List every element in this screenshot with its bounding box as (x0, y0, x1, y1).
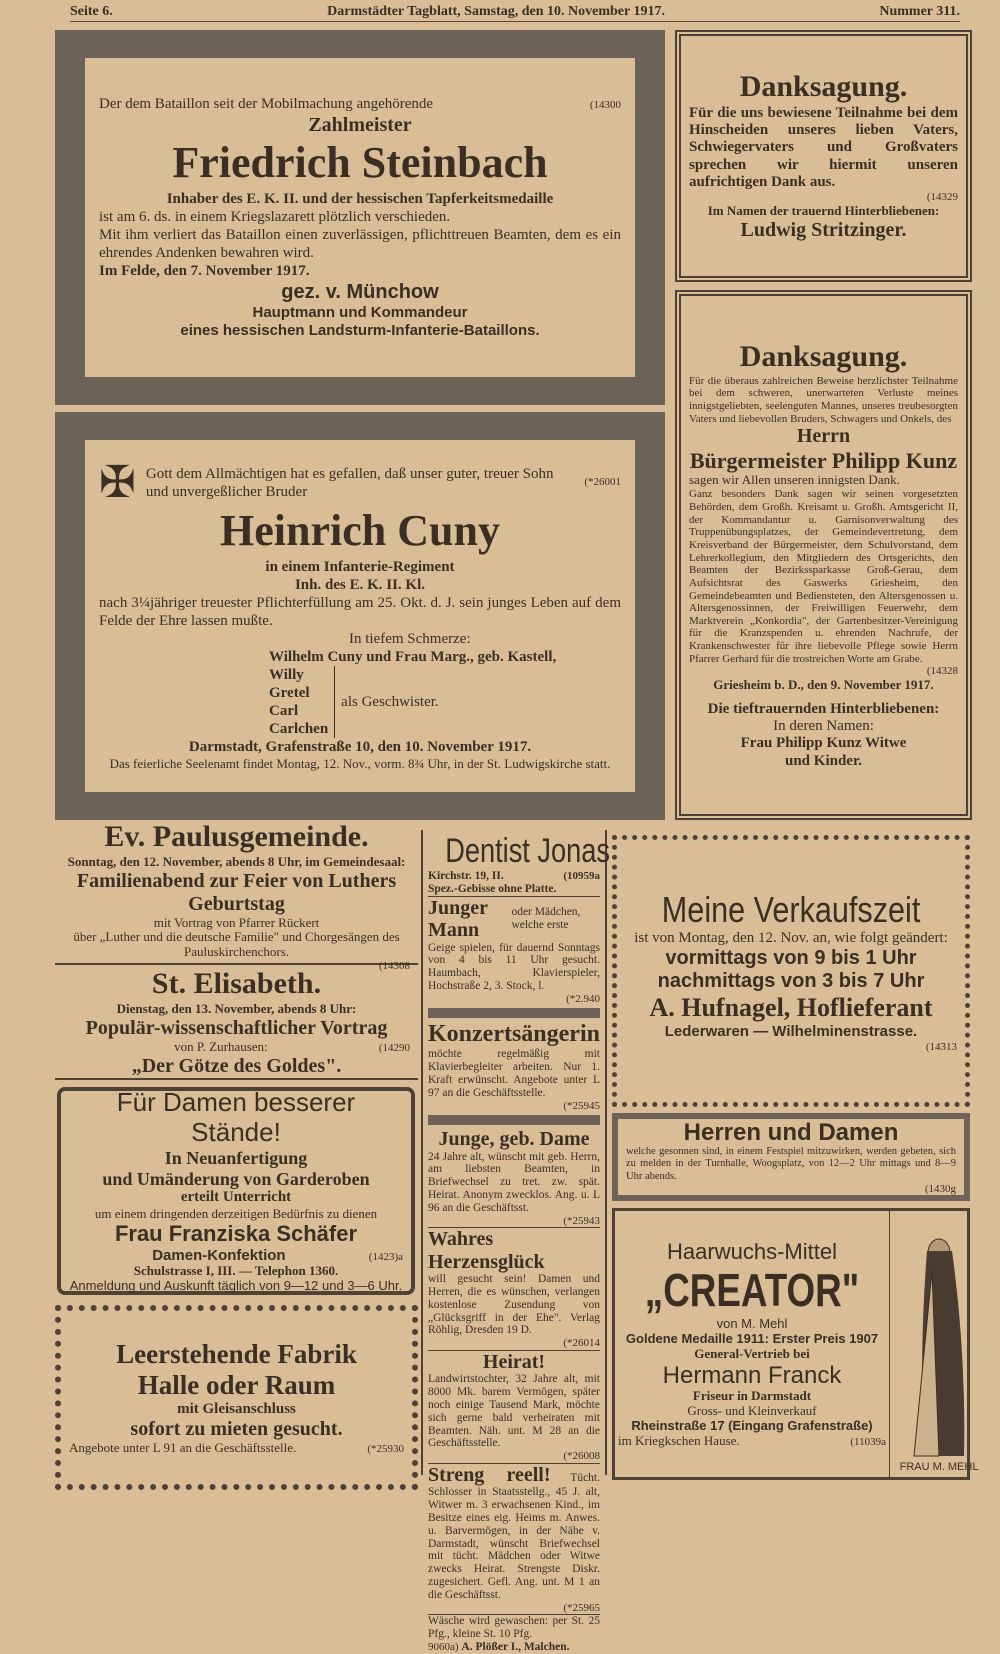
ref: (14308 (378, 960, 410, 973)
dame-title: Junge, geb. Dame (438, 1128, 590, 1151)
ad-franziska-schaefer (57, 1087, 415, 1295)
sub: Damen-Konfektion (152, 1246, 286, 1264)
text: Für die überaus zahlreichen Beweise herzlichster Teilnahme bei dem schweren, unerwarteten Verluste meines innigstgeliebten, seelenguten Mannes, unseres treubesorgten Vaters und liebevollen Bruders, Schwagers und Onkels, des (689, 374, 958, 425)
title: Herren und Damen (683, 1118, 899, 1146)
intro: Gott dem Allmächtigen hat es gefallen, daß unser guter, treuer Sohn und unvergeßlicher Bruder (145, 465, 554, 500)
award: Inh. des E. K. II. Kl. (294, 576, 426, 593)
ref: (14313 (925, 1040, 957, 1053)
text: welche gesonnen sind, in einem Festspiel mitzuwirken, werden gebeten, sich zu melden in der Turnhalle, Woogsplatz, von 12—2 Uhr mittags und 8—9 Uhr abends. (626, 1146, 956, 1182)
danksagung-stritzinger (675, 30, 972, 282)
ref: (1423)a (368, 1250, 403, 1263)
ref: (*26014 (428, 1337, 600, 1350)
line1: Haarwuchs-Mittel (667, 1238, 837, 1264)
ref: (14290 (378, 1041, 410, 1054)
dame-text: 24 Jahre alt, wünscht mit geb. Herrn, am liebsten Beamten, in Briefwechsel zu tret. zw. spät. Heirat. Anonym zwecklos. Ang. u. L 96 an die Geschäftsst. (428, 1150, 600, 1214)
ref: (14300 (589, 99, 621, 112)
divider (428, 1115, 600, 1125)
ref: (*25965 (428, 1602, 600, 1615)
line3: erteilt Unterricht (180, 1189, 292, 1206)
herzensglueck-title: Wahres Herzensglück (428, 1228, 545, 1273)
line4: um einem dringenden derzeitigen Bedürfnis zu dienen (94, 1205, 378, 1221)
sibling: Gretel (269, 684, 310, 701)
title: Danksagung. (739, 340, 908, 374)
ad-fabrik (55, 1305, 418, 1490)
sibling: Carlchen (269, 720, 329, 737)
title: Für Damen besserer Stände! (116, 1087, 356, 1148)
ref: (*25945 (563, 1099, 600, 1112)
line1: ist von Montag, den 12. Nov. an, wie folgt geändert: (634, 930, 948, 947)
line5: General-Vertrieb bei (694, 1345, 810, 1361)
event: Populär-wissenschaftlicher Vortrag (85, 1016, 388, 1039)
name: Hermann Franck (662, 1361, 842, 1389)
topic: über „Luther und die deutsche Familie" und Chorgesängen des Pauluskirchenchors. (73, 929, 400, 960)
sig-intro: Im Namen der trauernd Hinterbliebenen: (707, 202, 940, 218)
sub: Lederwaren — Wilhelminenstrasse. (664, 1023, 918, 1041)
obituary-cuny (55, 412, 665, 820)
sig3: Frau Philipp Kunz Witwe (740, 735, 907, 752)
siblings-label: als Geschwister. (341, 693, 439, 710)
event: Familienabend zur Feier von Luthers Geburtstag (76, 869, 397, 915)
ad-creator (612, 1208, 979, 1480)
address: Schulstrasse I, III. — Telephon 1360. (133, 1263, 339, 1279)
line1: Leerstehende Fabrik (116, 1338, 357, 1369)
divider (428, 1008, 600, 1018)
parents: Wilhelm Cuny und Frau Marg., geb. Kastell, (269, 648, 557, 665)
caption: FRAU M. MEHL (899, 1461, 979, 1473)
middle-column (421, 830, 610, 1653)
died: ist am 6. ds. in einem Kriegslazarett plötzlich verschieden. (99, 208, 451, 225)
ref: (14329 (926, 191, 958, 204)
junger-text: Geige spielen, für dauernd Sonntags von 4 bis 11 Uhr gesucht. Haumbach, Klavierspieler, Hochstraße 2, 3. Stock, l. (428, 941, 600, 993)
hours: Anmeldung und Auskunft täglich von 9—12 und 3—6 Uhr. (69, 1277, 403, 1293)
ref: (11039a (850, 1436, 887, 1449)
ref: 9060a) (428, 1640, 459, 1653)
date: Sonntag, den 12. November, abends 8 Uhr, im Gemeindesaal: (67, 853, 406, 869)
ad-hufnagel (612, 835, 970, 1107)
title: Ev. Paulusgemeinde. (104, 820, 369, 854)
sig-unit: eines hessischen Landsturm-Infanterie-Bataillons. (180, 321, 540, 339)
sig1: Die tieftrauernden Hinterbliebenen: (707, 700, 940, 717)
ref: (*26008 (428, 1450, 600, 1463)
ref: (*26001 (584, 476, 621, 489)
dentist-sub: Spez.-Gebisse ohne Platte. (428, 883, 600, 897)
ref: (*2.940 (566, 993, 600, 1006)
talk: mit Vortrag von Pfarrer Rückert (153, 914, 320, 930)
title: Danksagung. (739, 70, 908, 104)
page-number: Seite 6. (70, 4, 113, 19)
place: Im Felde, den 7. November 1917. (99, 262, 310, 279)
line8: Rheinstraße 17 (Eingang Grafenstraße) (631, 1418, 873, 1434)
signature: gez. v. Münchow (281, 280, 439, 303)
name: Frau Franziska Schäfer (114, 1221, 358, 1247)
sig2: In deren Namen: (773, 718, 874, 735)
line6: Friseur in Darmstadt (692, 1388, 812, 1404)
iron-cross-icon: ✠ (99, 457, 136, 507)
sibling: Carl (269, 702, 299, 719)
danksagung-kunz (675, 290, 972, 820)
line2: Halle oder Raum (137, 1369, 336, 1400)
line3: mit Gleisanschluss (177, 1400, 296, 1417)
award: Inhaber des E. K. II. und der hessischen Tapferkeitsmedaille (166, 190, 554, 207)
line4: Goldene Medaille 1911: Erster Preis 1907 (625, 1330, 879, 1346)
streng-title: Streng reell! (428, 1463, 551, 1486)
by: von P. Zurhausen: (174, 1038, 268, 1054)
name: Friedrich Steinbach (172, 138, 548, 188)
dentist-title: Dentist Jonas (445, 832, 610, 870)
rank: Zahlmeister (308, 114, 412, 137)
konzert-title: Konzertsängerin (428, 1021, 600, 1048)
title: St. Elisabeth. (151, 967, 322, 1001)
line7: Gross- und Kleinverkauf (687, 1403, 817, 1419)
streng-text: Tücht. Schlosser in Staatsstellg., 45 J. alt, Witwer m. 3 erwachsenen Kind., im Besitze eines eig. Heims m. Anwes. u. Barvermögen, in der Nähe v. Darmstadt, wünscht Briefwechsel mit tücht. Mädchen oder Witwe zwecks Heirat. Strengste Diskr. zugesichert. Gefl. Ang. unt. M 1 an die Geschäftsst. (428, 1471, 600, 1601)
ref: (1430g (924, 1182, 956, 1195)
page-header (70, 4, 960, 22)
line2: vormittags von 9 bis 1 Uhr (665, 947, 917, 970)
name: Bürgermeister Philipp Kunz (689, 448, 958, 474)
grief: In tiefem Schmerze: (349, 630, 471, 647)
masthead: Darmstädter Tagblatt, Samstag, den 10. November 1917. (327, 4, 665, 19)
dentist-address: Kirchstr. 19, II. (428, 870, 504, 883)
text: Mit ihm verliert das Bataillon einen zuverlässigen, pflichttreuen Beamten, dem es ein ehrendes Andenken bewahren wird. (99, 226, 621, 261)
heirat-text: Landwirtstochter, 32 Jahre alt, mit 8000 Mk. barem Vermögen, später noch einige Tausend Mark, möchte sich gerne bald verheiraten mit Beamten. Näh. unt. M 28 an die Geschäftsstelle. (428, 1373, 600, 1450)
line9: im Kriegkschen Hause. (618, 1433, 740, 1449)
junger-title: Junger Mann (428, 896, 488, 942)
name: Heinrich Cuny (220, 505, 500, 555)
ref: (*25930 (367, 1443, 404, 1456)
herzensglueck-text: will gesucht sein! Damen und Herren, die es wünschen, verlangen kostenlose Zusendung von „Glücksgriff in der Ehe". Verlag Röhlig, Dresden 19 D. (428, 1272, 600, 1337)
sibling: Willy (269, 666, 304, 683)
herr: Herrn (796, 425, 851, 448)
name: A. Hufnagel, Hoflieferant (649, 993, 933, 1023)
date: Dienstag, den 13. November, abends 8 Uhr: (116, 1000, 357, 1016)
sig-title: Hauptmann und Kommandeur (252, 303, 468, 321)
portrait-illustration (889, 1211, 988, 1477)
ref: (10959a (563, 870, 600, 883)
long-haired-woman-illustration (894, 1231, 984, 1461)
ad-st-elisabeth (55, 967, 418, 1080)
text: nach 3¼jähriger treuester Pflichterfüllung am 25. Okt. d. J. sein junges Leben auf dem Felde der Ehre lassen mußte. (99, 594, 621, 629)
place: Darmstadt, Grafenstraße 10, den 10. November 1917. (188, 738, 532, 755)
junger-title2: oder Mädchen, welche erste (511, 906, 581, 932)
brand: „CREATOR" (644, 1264, 860, 1317)
heirat-title: Heirat! (482, 1350, 546, 1373)
ref: (14328 (926, 665, 958, 678)
line3: von M. Mehl (716, 1316, 788, 1332)
line1: In Neuanfertigung (164, 1147, 308, 1168)
topic: „Der Götze des Goldes". (131, 1054, 342, 1077)
ref: (*25943 (428, 1215, 600, 1228)
text2: Ganz besonders Dank sagen wir seinen vorgesetzten Behörden, dem Großh. Kreisamt u. Großh. Amtsgericht II, der Kommandantur u. Garnisonverwaltung des Truppenübungsplatzes, der Gemeindevertretung, dem Kreisverband der Bürgermeister, dem Schulvorstand, dem Lehrerkollegium, den Mitgliedern des Ortsgerichts, den Beamten der Bezirkssparkasse Groß-Gerau, dem Aufsichtsrat des Gaswerks Griesheim, den Gemeindebeamten und Bediensteten, den Altersgenossen u. Altersgenossinnen, der Freiwilligen Feuerwehr, dem Marktverein „Konkordia", der Gartenbesitzer-Vereinigung für die Kranzspenden u. ehrenden Nachrufe, der Krankenschwester für ihre liebevolle Pflege sowie Herrn Pfarrer Gerhard für die trostreichen Worte am Grabe. (689, 488, 958, 665)
thanks: sagen wir Allen unseren innigsten Dank. (689, 472, 900, 488)
sig4: und Kinder. (785, 752, 862, 769)
intro: Der dem Bataillon seit der Mobilmachung angehörende (99, 96, 434, 113)
signature: Ludwig Stritzinger. (740, 218, 907, 241)
waesche-text: Wäsche wird gewaschen: per St. 25 Pfg., kleine St. 10 Pfg. (428, 1615, 600, 1641)
issue-number: Nummer 311. (879, 4, 960, 19)
place: Griesheim b. D., den 9. November 1917. (713, 676, 934, 692)
line4: sofort zu mieten gesucht. (130, 1418, 343, 1441)
note: Das feierliche Seelenamt findet Montag, 12. Nov., vorm. 8¾ Uhr, in der St. Ludwigskirche statt. (109, 755, 611, 771)
waesche-signature: A. Plößer I., Malchen. (461, 1640, 570, 1653)
line2: und Umänderung von Garderoben (102, 1168, 370, 1189)
text: Für die uns bewiesene Teilnahme bei dem Hinscheiden unseres lieben Vaters, Schwiegervaters und Großvaters sprechen wir hiermit unseren aufrichtigen Dank aus. (689, 104, 958, 190)
konzert-text: möchte regelmäßig mit Klavierbegleiter arbeiten. Nur 1. Kraft erwünscht. Angebote unter L 97 an die Geschäftsstelle. (428, 1048, 600, 1099)
title: Meine Verkaufszeit (661, 888, 921, 930)
unit: in einem Infanterie-Regiment (265, 558, 455, 575)
line3: nachmittags von 3 bis 7 Uhr (657, 970, 925, 993)
ad-paulusgemeinde (55, 820, 418, 973)
line5: Angebote unter L 91 an die Geschäftsstelle. (69, 1440, 297, 1456)
ad-herren-und-damen (612, 1113, 970, 1201)
obituary-steinbach (55, 30, 665, 405)
